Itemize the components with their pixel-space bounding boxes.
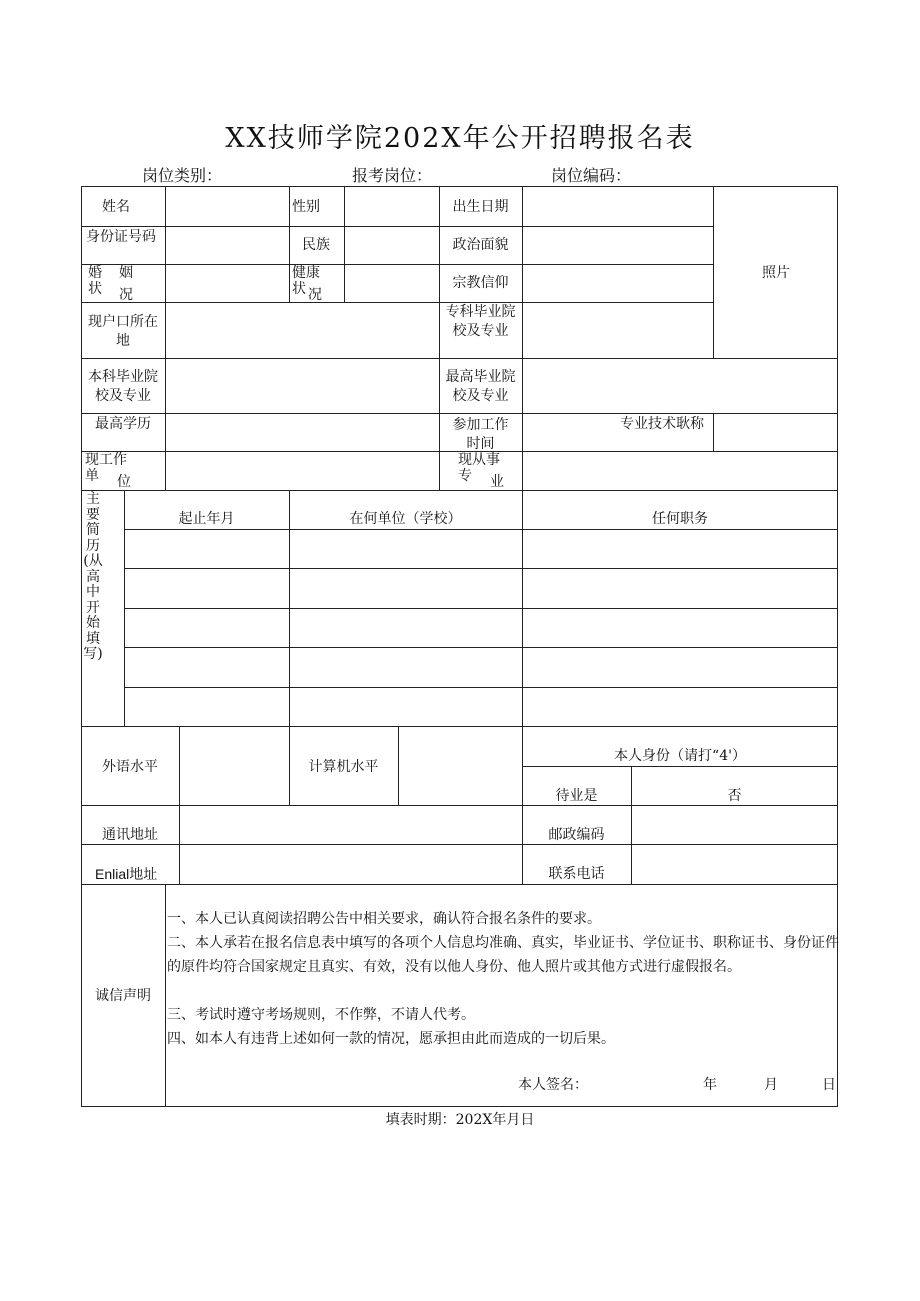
professional-title-field[interactable] — [714, 414, 837, 451]
ethnicity-label: 民族 — [302, 237, 330, 253]
postcode-label: 邮政编码 — [548, 827, 605, 843]
resume-col-period: 起止年月 — [178, 511, 235, 527]
employer-field[interactable] — [166, 452, 439, 490]
college-label: 专科毕业院 校及专业 — [445, 304, 516, 339]
ethnicity-field[interactable] — [345, 227, 439, 264]
gender-label: 性别 — [292, 199, 320, 215]
photo-box[interactable] — [714, 187, 837, 358]
id-number-field[interactable] — [166, 227, 289, 264]
computer-level-field[interactable] — [399, 727, 522, 805]
declaration-item-4: 四、如本人有违背上述如何一款的情况，愿承担由此而造成的一切后果。 — [167, 1031, 615, 1047]
sign-day-label: 日 — [822, 1077, 836, 1093]
resume-side-label: 主 要 简 历 (从 高 中 开 始 填 写) — [83, 491, 103, 662]
religion-field[interactable] — [523, 265, 713, 302]
bachelor-label: 本科毕业院 校及专业 — [88, 369, 158, 404]
job-category-label: 岗位类别： — [142, 166, 223, 185]
position-code-label: 岗位编码： — [551, 166, 632, 185]
mailing-address-label: 通讯地址 — [102, 827, 158, 843]
sign-year-label: 年 — [703, 1077, 717, 1093]
resume-col-duty: 任何职务 — [652, 511, 708, 527]
highest-school-label: 最高毕业院 校及专业 — [445, 369, 516, 404]
computer-level-label: 计算机水平 — [308, 759, 379, 775]
birth-date-field[interactable] — [523, 187, 713, 226]
bachelor-field[interactable] — [166, 359, 439, 413]
phone-field[interactable] — [632, 845, 837, 884]
resume-col-unit: 在何单位（学校） — [349, 511, 462, 527]
college-field[interactable] — [523, 303, 713, 358]
political-status-field[interactable] — [523, 227, 713, 264]
fill-date-footer: 填表时期：202X年月日 — [385, 1112, 535, 1128]
current-profession-field[interactable] — [523, 452, 837, 490]
professional-title-label: 专业技术耿称 — [620, 416, 704, 432]
signature-label: 本人签名： — [518, 1077, 588, 1093]
gender-field[interactable] — [345, 187, 439, 226]
political-status-label: 政治面貌 — [452, 237, 509, 253]
language-level-label: 外语水平 — [102, 759, 158, 775]
religion-label: 宗教信仰 — [452, 275, 509, 291]
language-level-field[interactable] — [180, 727, 289, 805]
declaration-item-2: 二、本人承若在报名信息表中填写的各项个人信息均准确、真实，毕业证书、学位证书、职称证书、身份证件的原件均符合国家规定且真实、有效，没有以他人身份、他人照片或其他方式进行虚假报名。 — [167, 935, 839, 975]
highest-school-field[interactable] — [523, 359, 837, 413]
id-number-label: 身份证号码 — [86, 229, 156, 245]
applied-position-label: 报考岗位： — [352, 166, 433, 185]
phone-label: 联系电话 — [548, 866, 605, 882]
mailing-address-field[interactable] — [180, 806, 522, 844]
email-label: Enlial地址 — [95, 866, 158, 882]
postcode-field[interactable] — [632, 806, 837, 844]
identity-label: 本人身份（请打“4'） — [614, 748, 746, 764]
birth-date-label: 出生日期 — [452, 199, 509, 215]
hukou-location-field[interactable] — [166, 303, 439, 358]
name-field[interactable] — [166, 187, 289, 226]
sign-month-label: 月 — [764, 1077, 778, 1093]
photo-label: 照片 — [762, 265, 790, 281]
form-title: XX技师学院202X年公开招聘报名表 — [225, 123, 695, 154]
hukou-location-label: 现户口所在 地 — [88, 314, 158, 349]
marital-status-field[interactable] — [166, 265, 289, 302]
unemployed-yes-label: 待业是 — [555, 788, 598, 804]
health-status-field[interactable] — [345, 265, 439, 302]
work-start-label: 参加工作 时间 — [452, 417, 509, 452]
email-field[interactable] — [180, 845, 522, 884]
declaration-label: 诚信声明 — [95, 988, 151, 1004]
unemployed-no-label: 否 — [727, 788, 742, 804]
declaration-item-3: 三、考试时遵守考场规则，不作弊，不请人代考。 — [167, 1007, 475, 1023]
resume-rows[interactable] — [125, 530, 837, 726]
highest-education-label: 最高学历 — [95, 416, 151, 432]
highest-education-field[interactable] — [166, 414, 439, 451]
name-label: 姓名 — [102, 199, 130, 215]
declaration-item-1: 一、本人已认真阅读招聘公告中相关要求，确认符合报名条件的要求。 — [167, 911, 601, 927]
